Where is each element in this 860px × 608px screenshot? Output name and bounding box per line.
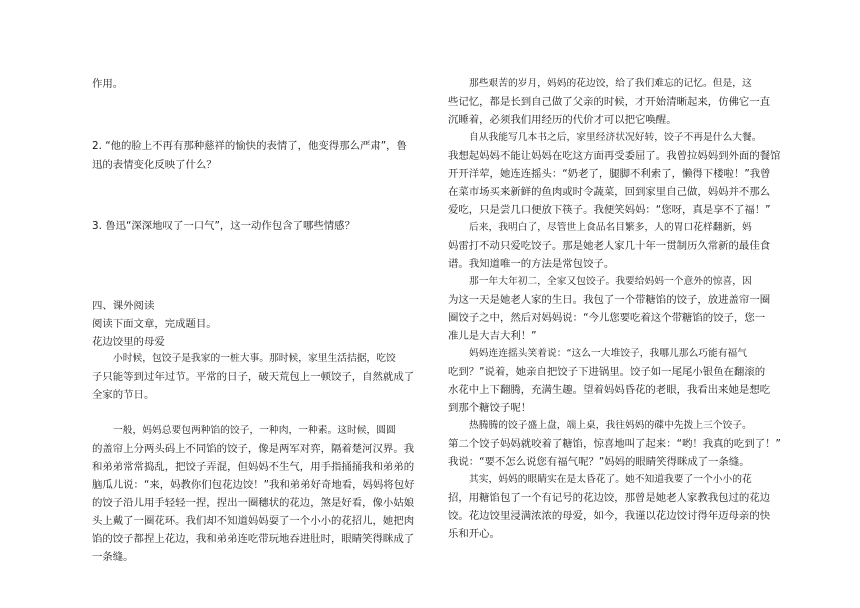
paragraph-2-line: 馅的饺子都捏上花边，我和弟弟连吃带玩地吞进肚时，眼睛笑得眯成了 bbox=[92, 533, 415, 545]
paragraph-7-line: 妈妈连连摇头笑着说：“这么一大堆饺子，我哪儿那么巧能有福气 bbox=[469, 348, 748, 359]
question-3: 3. 鲁迅“深深地叹了一口气”，这一动作包含了哪些情感？ bbox=[92, 220, 355, 232]
section-heading: 四、课外阅读 bbox=[92, 300, 155, 312]
paragraph-7-line: 吃到？”说着，她亲自把饺子下进锅里。饺子如一尾尾小银鱼在翻滚的 bbox=[448, 366, 766, 378]
paragraph-2-line: 一条缝。 bbox=[92, 551, 134, 563]
paragraph-2-line: 头上戴了一圈花环。我们却不知道妈妈耍了一个小小的花招儿，她把肉 bbox=[92, 515, 415, 527]
paragraph-9-line: 招，用糖馅包了一个有记号的花边饺，那曾是她老人家教我包过的花边 bbox=[448, 492, 771, 504]
paragraph-8-line: 热腾腾的饺子盛上盘，端上桌，我往妈妈的碟中先拨上三个饺子。 bbox=[469, 420, 752, 431]
reading-instruction: 阅读下面文章，完成题目。 bbox=[92, 318, 217, 330]
paragraph-3-line: 些记忆，都是长到自己做了父亲的时候，才开始清晰起来，仿佛它一直 bbox=[448, 96, 771, 108]
paragraph-4-line: 爱吃，只是尝几口便放下筷子。我便笑妈妈：“您呀，真是享不了福！” bbox=[448, 204, 771, 216]
paragraph-8-line: 第二个饺子妈妈就咬着了糖馅，惊喜地叫了起来：“哟！我真的吃到了！” bbox=[448, 438, 781, 450]
paragraph-5-line: 谱。我知道唯一的方法是常包饺子。 bbox=[448, 258, 615, 270]
paragraph-6-line: 准儿是大吉大利！” bbox=[448, 330, 537, 342]
paragraph-4-line: 在菜市场买来新鲜的鱼肉或时令蔬菜，回到家里自己做，妈妈并不那么 bbox=[448, 186, 771, 198]
paragraph-9-line: 饺。花边饺里浸满浓浓的母爱，如今，我谨以花边饺讨得年迈母亲的快 bbox=[448, 510, 771, 522]
paragraph-2-line: 和弟弟常常捣乱，把饺子弄混，但妈妈不生气，用手指捅捅我和弟弟的 bbox=[92, 461, 415, 473]
question-1-tail: 作用。 bbox=[92, 78, 124, 90]
paragraph-6-line: 为这一天是她老人家的生日。我包了一个带糖馅的饺子，放进盖帘一圈 bbox=[448, 294, 771, 306]
article-title: 花边饺里的母爱 bbox=[92, 336, 165, 348]
paragraph-9-line: 乐和开心。 bbox=[448, 528, 500, 540]
paragraph-2-line: 的盖帘上分两头码上不同馅的饺子，像是两军对弈，隔着楚河汉界。我 bbox=[92, 443, 415, 455]
paragraph-6-line: 那一年大年初二，全家又包饺子。我要给妈妈一个意外的惊喜，因 bbox=[469, 276, 752, 287]
paragraph-5-line: 后来，我明白了，尽管世上食品名目繁多，人的胃口花样翻新，妈 bbox=[469, 222, 752, 233]
paragraph-4-line: 开开洋荤，她连连摇头：“奶老了，腿脚不利索了，懒得下楼啦！”我曾 bbox=[448, 168, 771, 180]
paragraph-7-line: 水花中上下翻腾，充满生趣。望着妈妈昏花的老眼，我看出来她是想吃 bbox=[448, 384, 771, 396]
paragraph-1-line: 全家的节日。 bbox=[92, 389, 155, 401]
question-2-line-1: 2. “他的脸上不再有那种慈祥的愉快的表情了，他变得那么严肃”，鲁 bbox=[92, 140, 407, 152]
question-2-line-2: 迅的表情变化反映了什么？ bbox=[92, 159, 217, 171]
paragraph-7-line: 到那个糖饺子呢！ bbox=[448, 402, 532, 414]
paragraph-5-line: 妈雷打不动只爱吃饺子。那是她老人家几十年一贯制历久常新的最佳食 bbox=[448, 240, 771, 252]
paragraph-9-line: 其实，妈妈的眼睛实在是太昏花了。她不知道我要了一个小小的花 bbox=[469, 474, 752, 485]
paragraph-8-line: 我说：“要不怎么说您有福气呢？”妈妈的眼睛笑得眯成了一条缝。 bbox=[448, 456, 750, 468]
paragraph-2-line: 一般，妈妈总要包两种馅的饺子，一种肉，一种素。这时候，圆圆 bbox=[113, 425, 396, 436]
paragraph-4-line: 自从我能写几本书之后，家里经济状况好转，饺子不再是什么大餐。 bbox=[469, 132, 762, 143]
paragraph-1-line: 子只能等到过年过节。平常的日子，破天荒包上一顿饺子，自然就成了 bbox=[92, 371, 415, 383]
paragraph-4-line: 我想起妈妈不能让妈妈在吃这方面再受委屈了。我曾拉妈妈到外面的餐馆 bbox=[448, 150, 781, 162]
paragraph-1-line: 小时候，包饺子是我家的一桩大事。那时候，家里生活拮据，吃饺 bbox=[113, 353, 396, 364]
paragraph-6-line: 圈饺子之中，然后对妈妈说：“今儿您要吃着这个带糖馅的饺子，您一 bbox=[448, 312, 766, 324]
paragraph-3-line: 沉睡着，必须我们用经历的代价才可以把它唤醒。 bbox=[448, 114, 677, 126]
paragraph-3-line: 那些艰苦的岁月，妈妈的花边饺，给了我们难忘的记忆。但是，这 bbox=[469, 78, 752, 89]
paragraph-2-line: 的饺子沿儿用手轻轻一捏，捏出一圈穗状的花边，煞是好看，像小姑娘 bbox=[92, 497, 415, 509]
paragraph-2-line: 脑瓜儿说：“来，妈教你们包花边饺！”我和弟弟好奇地看，妈妈将包好 bbox=[92, 479, 415, 491]
